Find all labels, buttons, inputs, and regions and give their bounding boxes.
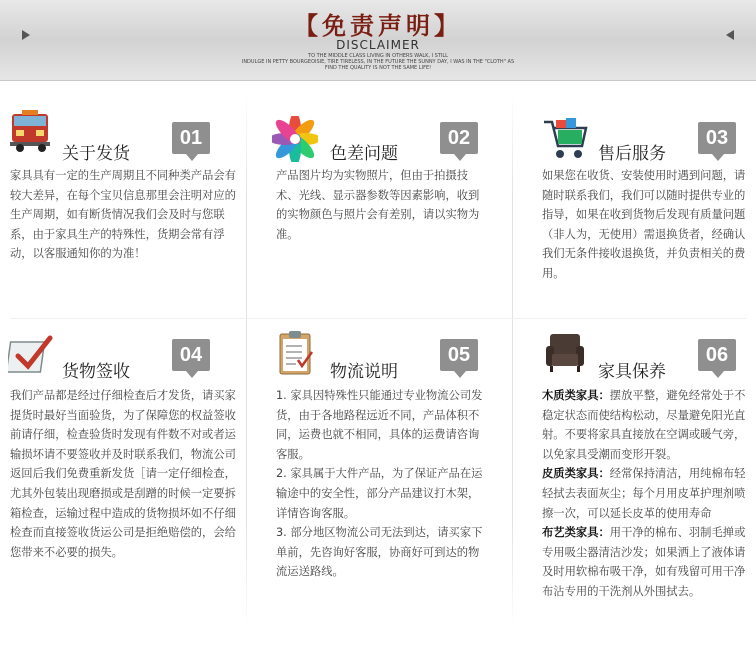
card-title: 售后服务: [598, 144, 666, 164]
logistics-item: 3. 部分地区物流公司无法到达，请买家下单前，先咨询好客服，协商好可到达的物流运送路线。: [276, 526, 483, 579]
card-title: 色差问题: [330, 144, 398, 164]
row-divider: [10, 318, 746, 319]
logistics-item: 1. 家具因特殊性只能通过专业物流公司发货，由于各地路程远近不同，产品体积不同，运费也就不相同，具体的运费请咨询客服。: [276, 389, 483, 461]
card-body: 产品图片均为实物照片，但由于拍摄技术、光线、显示器参数等因素影响，收到的实物颜色与照片会有差别，请以实物为准。: [276, 169, 480, 241]
care-text: 摆放平整，避免经常处于不稳定状态而使结构松动，尽量避免阳光直射。不要将家具直接放在空调或暖气旁，以免家具受潮而变形开裂。: [542, 389, 746, 461]
tagline-2: INDULGE IN PETTY BOURGEOISIE, TIRE TIRELESS, IN THE FUTURE THE SUNNY DAY, I WAS IN THE "CLOTH" AS: [241, 59, 515, 65]
card-body: [542, 386, 752, 602]
card-number-badge: 01: [172, 122, 210, 154]
card-body: 家具具有一定的生产周期且不同种类产品会有较大差异，在每个宝贝信息那里会注明对应的生产周期，如有断货情况我们会及时与您联系，由于家具生产的特殊性，货期会常有浮动，以客服通知你的为准！: [10, 169, 236, 261]
clipboard-icon: [272, 330, 318, 376]
card-title: 货物签收: [62, 362, 130, 382]
card-number-badge: 05: [440, 339, 478, 371]
card-number-badge: 02: [440, 122, 478, 154]
card-title: 物流说明: [330, 362, 398, 382]
disclaimer-header: [0, 0, 756, 81]
care-text: 经常保持清洁，用纯棉布轻轻拭去表面灰尘；每个月用皮革护理剂喷擦一次，可以延长皮革的使用寿命: [542, 467, 746, 520]
page-title: 【免责声明】: [294, 11, 462, 40]
column-divider: [246, 92, 247, 632]
column-divider: [512, 92, 513, 632]
tagline-3: FIND THE QUALITY IS NOT THE SAME LIFE!: [324, 65, 432, 71]
care-label: 布艺类家具：: [542, 526, 610, 540]
color-wheel-icon: [272, 116, 318, 162]
page-subtitle: DISCLAIMER: [336, 38, 420, 52]
logistics-item: 2. 家具属于大件产品，为了保证产品在运输途中的安全性，部分产品建议打木架，详情咨询客服。: [276, 467, 483, 520]
card-number-badge: 04: [172, 339, 210, 371]
armchair-icon: [542, 330, 588, 376]
shopping-cart-icon: [542, 116, 588, 162]
tagline-1: TO THE MIDDLE CLASS LIVING IN OTHERS WALK, I STILL: [308, 53, 448, 59]
card-body: [276, 386, 486, 582]
care-section: [542, 464, 752, 523]
card-number-badge: 03: [698, 122, 736, 154]
card-number-badge: 06: [698, 339, 736, 371]
checkmark-icon: [8, 332, 54, 378]
card-title: 关于发货: [62, 144, 130, 164]
card-body: 如果您在收货、安装使用时遇到问题，请随时联系我们，我们可以随时提供专业的指导，如果在收到货物后发现有质量问题（非人为，无使用）需退换货者，经确认我们无条件接收退换货，并负责相关的费用。: [542, 169, 746, 280]
care-section: [542, 386, 752, 464]
card-title: 家具保养: [598, 362, 666, 382]
card-body: 我们产品都是经过仔细检查后才发货，请买家提货时最好当面验货，为了保障您的权益签收前请仔细，检查验货时发现有件数不对或者运输损坏请不要签收并及时联系我们，物流公司返回后我们免费重新发货［请一定仔细检查，尤其外包装出现磨损或是刮蹭的时候一定要拆箱检查，运输过程中造成的货物损坏如不仔细检查而直接签收货运公司是拒绝赔偿的，会给您带来不必要的损失。: [10, 389, 236, 559]
care-section: [542, 523, 752, 601]
care-text: 用干净的棉布、羽制毛掸或专用吸尘器清洁沙发；如果洒上了液体请及时用软棉布吸干净，如有残留可用干净布沾专用的干洗剂从外围拭去。: [542, 526, 746, 598]
care-label: 皮质类家具：: [542, 467, 610, 481]
care-label: 木质类家具：: [542, 389, 610, 402]
delivery-truck-icon: [8, 108, 54, 154]
